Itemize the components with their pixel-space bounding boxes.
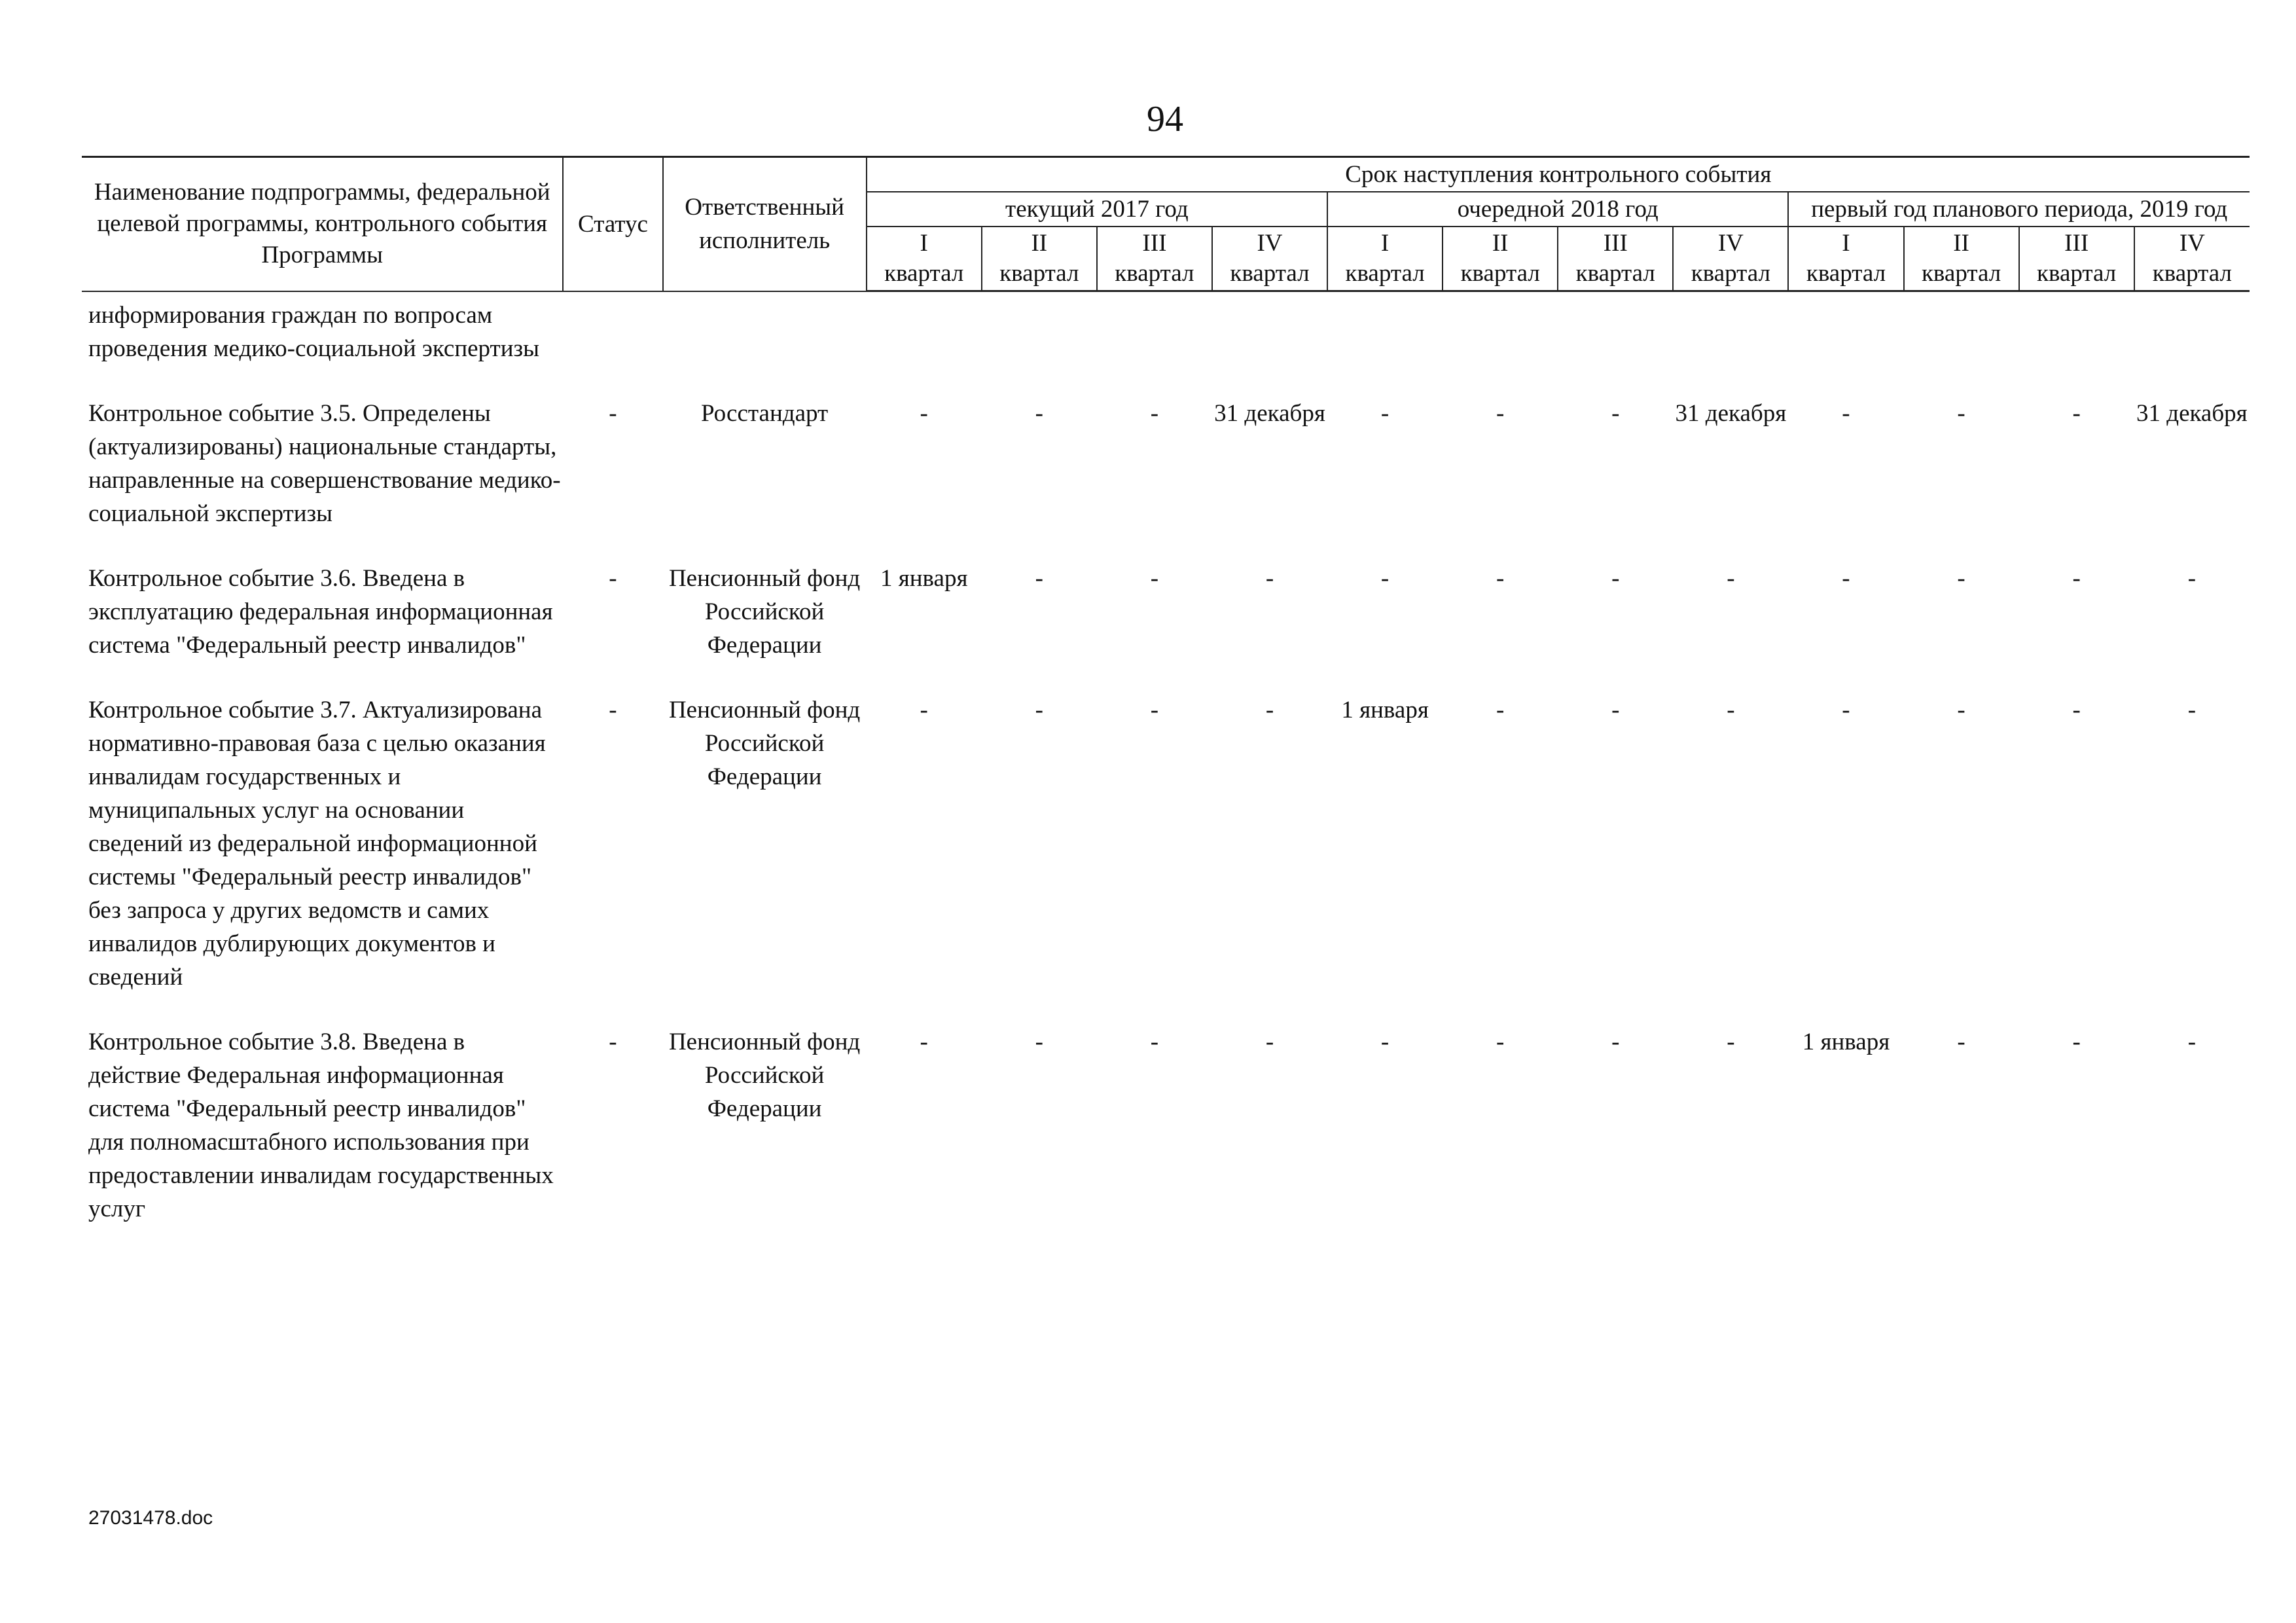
quarter-cell: - [1265, 696, 1274, 723]
quarter-number: III [2064, 230, 2089, 257]
quarter-cell: - [1842, 564, 1850, 592]
quarter-cell: 1 января [1341, 696, 1429, 723]
quarter-cell [1443, 291, 1558, 365]
quarter-cell [2019, 291, 2134, 365]
page-number: 94 [1147, 99, 1183, 139]
quarter-cell: 31 декабря [2136, 399, 2248, 427]
header-quarter-3-3 [2019, 227, 2134, 291]
quarter-cell: - [1611, 696, 1620, 723]
quarter-cell [1212, 291, 1327, 365]
header-quarter-3-2 [1904, 227, 2019, 291]
quarter-word: квартал [1115, 260, 1194, 287]
quarter-cell: - [1496, 564, 1505, 592]
header-period-1: текущий 2017 год [867, 192, 1327, 227]
quarter-cell: - [1380, 1028, 1390, 1055]
quarter-cell: - [2072, 1028, 2081, 1055]
quarter-cell [1097, 291, 1212, 365]
quarter-cell: - [920, 696, 928, 723]
status-cell [563, 291, 662, 365]
header-quarter-1-4 [1212, 227, 1327, 291]
table-header [82, 157, 2250, 291]
quarter-cell: - [1957, 1028, 1965, 1055]
table-body [82, 291, 2250, 1226]
executor-cell [663, 291, 867, 365]
quarter-cell [1327, 291, 1443, 365]
executor-cell: Пенсионный фонд Российской Федерации [668, 1028, 861, 1122]
quarter-cell [982, 291, 1097, 365]
quarter-cell: - [1150, 1028, 1159, 1055]
quarter-cell [867, 291, 982, 365]
quarter-cell: - [1265, 1028, 1274, 1055]
quarter-cell: - [1496, 399, 1505, 427]
quarter-number: IV [1257, 230, 1283, 257]
quarter-cell: 1 января [880, 564, 968, 592]
header-deadline-group: Срок наступления контрольного события [867, 157, 2250, 192]
header-executor-column: Ответственный исполнитель [663, 157, 867, 291]
header-name-column: Наименование подпрограммы, федеральной целевой программы, контрольного события Программы [82, 157, 563, 291]
quarter-cell: - [1496, 696, 1505, 723]
spacer-cell [82, 994, 2250, 1025]
header-quarter-1-2 [982, 227, 1097, 291]
header-quarter-2-4 [1673, 227, 1788, 291]
quarter-cell [1788, 291, 1903, 365]
quarter-cell: - [920, 1028, 928, 1055]
row-spacer [82, 994, 2250, 1025]
table-row [82, 693, 2250, 994]
quarter-number: I [1842, 230, 1850, 257]
quarter-cell: - [1727, 1028, 1735, 1055]
control-events-table [82, 156, 2250, 1226]
spacer-cell [82, 530, 2250, 562]
quarter-word: квартал [884, 260, 964, 287]
header-quarter-2-1 [1327, 227, 1443, 291]
quarter-cell: 31 декабря [1675, 399, 1787, 427]
table-row [82, 562, 2250, 662]
quarter-cell [1558, 291, 1673, 365]
quarter-cell: - [1265, 564, 1274, 592]
spacer-cell [82, 662, 2250, 693]
header-period-2: очередной 2018 год [1327, 192, 1788, 227]
status-cell: - [609, 564, 617, 592]
table-row [82, 291, 2250, 365]
status-cell: - [609, 696, 617, 723]
quarter-cell: - [1842, 399, 1850, 427]
quarter-cell [2134, 291, 2250, 365]
event-name-cell: Контрольное событие 3.5. Определены (актуализированы) национальные стандарты, направленные на совершенствование медико-социальной экспертизы [88, 399, 561, 527]
quarter-number: II [1492, 230, 1509, 257]
quarter-number: I [1380, 230, 1390, 257]
quarter-word: квартал [1460, 260, 1540, 287]
table-row [82, 1025, 2250, 1226]
quarter-cell: - [2187, 696, 2197, 723]
event-name-cell: Контрольное событие 3.7. Актуализирована нормативно-правовая база с целью оказания инвалидам государственных и муниципальных услуг на основании сведений из федеральной информационной системы "Федеральный реестр инвалидов" без запроса у других ведомств и самих инвалидов дублирующих документов и сведений [88, 696, 546, 991]
quarter-number: IV [1717, 230, 1744, 257]
quarter-cell: - [1150, 564, 1159, 592]
quarter-cell: - [920, 399, 928, 427]
quarter-cell: - [1611, 1028, 1620, 1055]
table-row [82, 397, 2250, 530]
spacer-cell [82, 365, 2250, 397]
executor-cell: Пенсионный фонд Российской Федерации [668, 696, 861, 790]
header-quarter-1-3 [1097, 227, 1212, 291]
row-spacer [82, 365, 2250, 397]
quarter-word: квартал [2037, 260, 2117, 287]
row-spacer [82, 662, 2250, 693]
row-spacer [82, 530, 2250, 562]
quarter-cell: - [2187, 1028, 2197, 1055]
quarter-cell: - [1150, 696, 1159, 723]
quarter-word: квартал [1691, 260, 1770, 287]
quarter-number: I [920, 230, 928, 257]
quarter-word: квартал [2152, 260, 2232, 287]
quarter-word: квартал [1806, 260, 1886, 287]
document-code: 27031478.doc [88, 1507, 213, 1529]
quarter-word: квартал [999, 260, 1079, 287]
quarter-cell: - [1842, 696, 1850, 723]
quarter-word: квартал [1575, 260, 1655, 287]
header-status-column: Статус [563, 157, 662, 291]
quarter-cell: - [1611, 399, 1620, 427]
quarter-cell: - [1380, 399, 1390, 427]
event-name-cell: Контрольное событие 3.8. Введена в действие Федеральная информационная система "Федеральный реестр инвалидов" для полномасштабного использования при предоставлении инвалидам государственных услуг [88, 1028, 554, 1222]
header-quarter-3-1 [1788, 227, 1903, 291]
status-cell: - [609, 1028, 617, 1055]
header-quarter-2-3 [1558, 227, 1673, 291]
header-quarter-3-4 [2134, 227, 2250, 291]
quarter-cell: - [1035, 399, 1043, 427]
quarter-number: IV [2179, 230, 2205, 257]
status-cell: - [609, 399, 617, 427]
header-quarter-2-2 [1443, 227, 1558, 291]
quarter-cell: - [1035, 696, 1043, 723]
quarter-cell: - [2072, 399, 2081, 427]
quarter-cell [1673, 291, 1788, 365]
quarter-cell: - [1957, 564, 1965, 592]
quarter-number: II [1031, 230, 1048, 257]
quarter-number: III [1603, 230, 1628, 257]
quarter-cell: - [1727, 696, 1735, 723]
quarter-cell: - [1957, 399, 1965, 427]
event-name-cell: информирования граждан по вопросам проведения медико-социальной экспертизы [88, 301, 539, 362]
quarter-cell: - [1611, 564, 1620, 592]
executor-cell: Росстандарт [700, 399, 829, 427]
quarter-cell [1904, 291, 2019, 365]
quarter-cell: - [1035, 564, 1043, 592]
quarter-cell: - [1496, 1028, 1505, 1055]
quarter-cell: - [1035, 1028, 1043, 1055]
quarter-cell: 31 декабря [1214, 399, 1325, 427]
quarter-word: квартал [1921, 260, 2001, 287]
quarter-cell: - [1727, 564, 1735, 592]
quarter-cell: - [1957, 696, 1965, 723]
quarter-number: II [1953, 230, 1969, 257]
quarter-word: квартал [1230, 260, 1310, 287]
quarter-number: III [1142, 230, 1167, 257]
quarter-cell: - [1150, 399, 1159, 427]
event-name-cell: Контрольное событие 3.6. Введена в эксплуатацию федеральная информационная система "Федеральный реестр инвалидов" [88, 564, 553, 659]
quarter-word: квартал [1345, 260, 1425, 287]
header-period-3: первый год планового периода, 2019 год [1788, 192, 2250, 227]
executor-cell: Пенсионный фонд Российской Федерации [668, 564, 861, 659]
quarter-cell: - [2072, 564, 2081, 592]
quarter-cell: - [1380, 564, 1390, 592]
quarter-cell: 1 января [1802, 1028, 1890, 1055]
quarter-cell: - [2072, 696, 2081, 723]
quarter-cell: - [2187, 564, 2197, 592]
header-quarter-1-1 [867, 227, 982, 291]
